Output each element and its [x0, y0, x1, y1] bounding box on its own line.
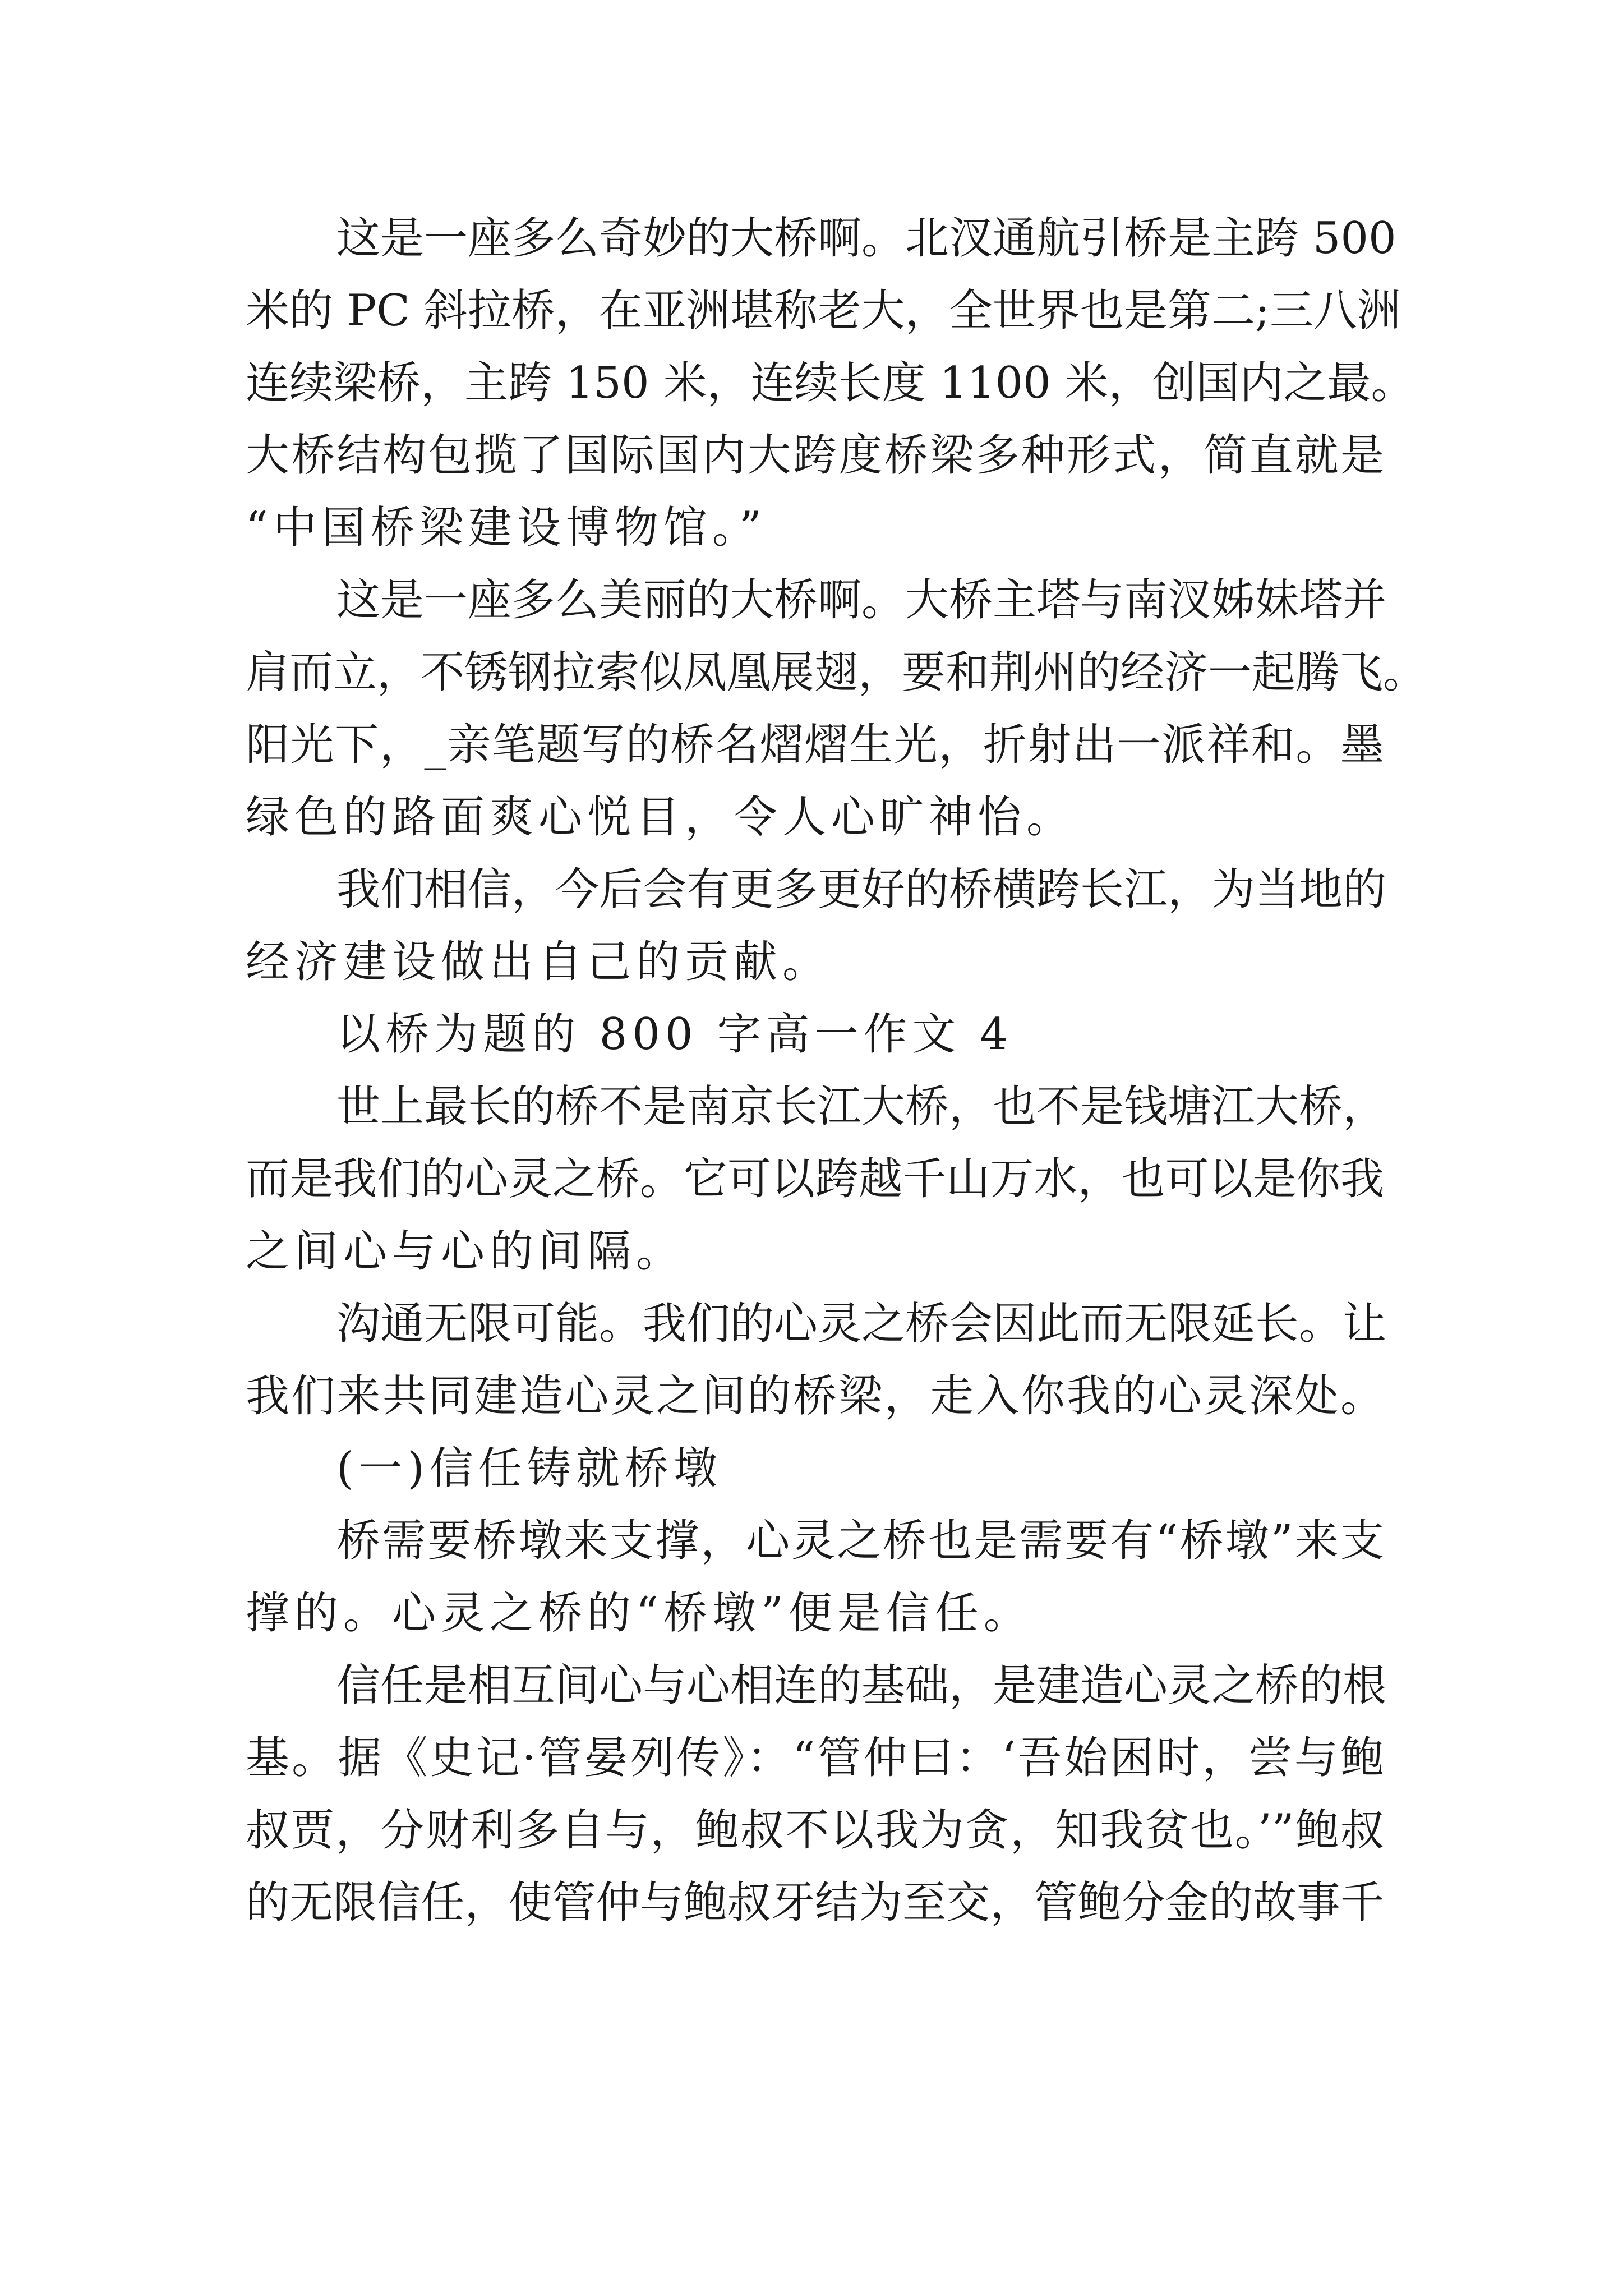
- text-line: 世上最长的桥不是南京长江大桥，也不是钱塘江大桥，: [336, 1082, 1387, 1132]
- text-line: 之间心与心的间隔。: [246, 1226, 685, 1277]
- text-line: 连续梁桥，主跨 150 米，连续长度 1100 米，创国内之最。: [246, 358, 1415, 408]
- text-line: 阳光下，_亲笔题写的桥名熠熠生光，折射出一派祥和。墨: [246, 720, 1384, 770]
- text-line: 撑的。心灵之桥的“桥墩”便是信任。: [246, 1588, 1032, 1639]
- text-line: 沟通无限可能。我们的心灵之桥会因此而无限延长。让: [336, 1299, 1387, 1349]
- text-line: 我们来共同建造心灵之间的桥梁，走入你我的心灵深处。: [246, 1371, 1384, 1421]
- text-line: “中国桥梁建设博物馆。”: [246, 503, 767, 553]
- section-heading: 以桥为题的 800 字高一作文 4: [336, 1009, 1013, 1060]
- text-line: 经济建设做出自己的贡献。: [246, 937, 832, 987]
- text-line: 叔贾，分财利多自与，鲍叔不以我为贪，知我贫也。’”鲍叔: [246, 1805, 1384, 1856]
- text-line: 这是一座多么奇妙的大桥啊。北汊通航引桥是主跨 500: [336, 213, 1396, 264]
- text-line: 而是我们的心灵之桥。它可以跨越千山万水，也可以是你我: [246, 1154, 1384, 1204]
- text-line: 桥需要桥墩来支撑，心灵之桥也是需要有“桥墩”来支: [336, 1516, 1384, 1566]
- text-line: 大桥结构包揽了国际国内大跨度桥梁多种形式，简直就是: [246, 430, 1384, 481]
- text-line: 基。据《史记·管晏列传》：“管仲曰：‘吾始困时，尝与鲍: [246, 1733, 1384, 1783]
- text-line: 绿色的路面爽心悦目，令人心旷神怡。: [246, 792, 1076, 843]
- text-line: 米的 PC 斜拉桥，在亚洲堪称老大，全世界也是第二;三八洲: [246, 286, 1401, 336]
- text-line: 肩而立，不锈钢拉索似凤凰展翅，要和荆州的经济一起腾飞。: [246, 647, 1427, 698]
- text-line: 我们相信，今后会有更多更好的桥横跨长江，为当地的: [336, 864, 1387, 915]
- text-line: 信任是相互间心与心相连的基础，是建造心灵之桥的根: [336, 1660, 1387, 1711]
- text-line: 的无限信任，使管仲与鲍叔牙结为至交，管鲍分金的故事千: [246, 1878, 1384, 1928]
- subheading: (一)信任铸就桥墩: [336, 1443, 722, 1494]
- text-line: 这是一座多么美丽的大桥啊。大桥主塔与南汊姊妹塔并: [336, 575, 1387, 625]
